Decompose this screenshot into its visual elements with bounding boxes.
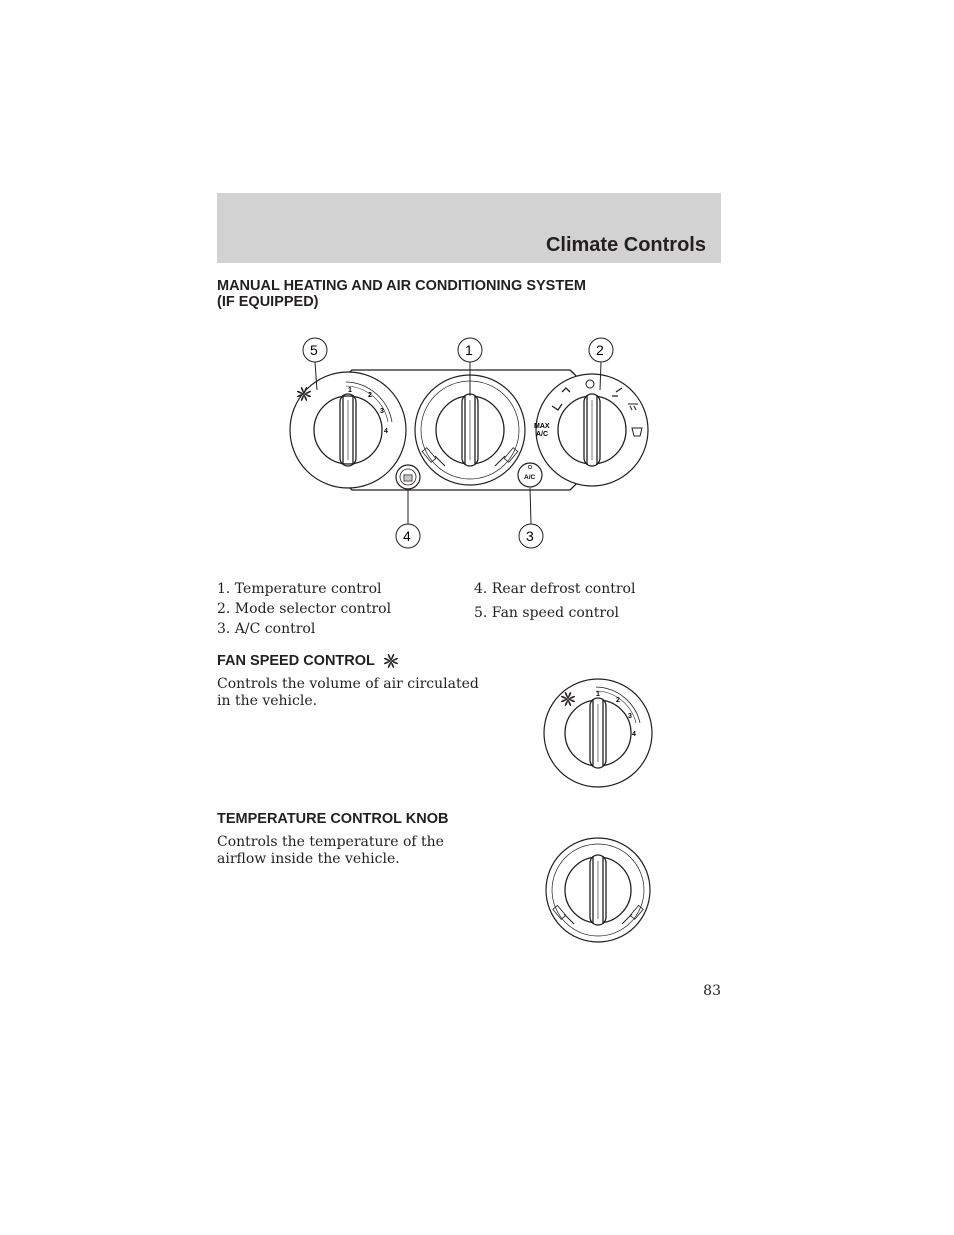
- fan-scale-1: 1: [348, 387, 352, 394]
- mode-selector-knob: [534, 374, 648, 486]
- fan-icon: [381, 651, 401, 671]
- callout-4: [396, 490, 420, 548]
- section-title-line1: MANUAL HEATING AND AIR CONDITIONING SYSTEM: [217, 278, 586, 294]
- callout-4-label: 4: [403, 528, 411, 544]
- ac-button: [518, 463, 542, 487]
- fan-speed-description-line1: Controls the volume of air circulated: [217, 676, 479, 692]
- legend-item-5: 5. Fan speed control: [474, 605, 620, 621]
- fan-speed-description-line2: in the vehicle.: [217, 693, 318, 709]
- temperature-description-line1: Controls the temperature of the: [217, 834, 444, 850]
- max-ac-label-line2: A/C: [536, 431, 549, 438]
- fan-speed-description: [217, 676, 479, 710]
- temperature-description: [217, 834, 444, 868]
- callout-3: [519, 488, 543, 548]
- fan-scale-2: 2: [368, 392, 372, 399]
- page-number: 83: [703, 983, 721, 999]
- fan-scale-2-small: 2: [616, 697, 620, 704]
- legend-item-1: 1. Temperature control: [217, 581, 382, 597]
- fan-scale-4: 4: [384, 428, 388, 435]
- climate-control-panel-diagram: [280, 330, 660, 555]
- fan-speed-knob: [290, 372, 406, 488]
- callout-2-label: 2: [596, 342, 604, 358]
- fan-scale-1-small: 1: [596, 691, 600, 698]
- callout-1-label: 1: [465, 342, 473, 358]
- callout-5-label: 5: [310, 342, 318, 358]
- temperature-heading: TEMPERATURE CONTROL KNOB: [217, 811, 449, 827]
- ac-button-label: A/C: [524, 474, 536, 481]
- fan-scale-4-small: 4: [632, 731, 636, 738]
- fan-scale-3: 3: [380, 408, 384, 415]
- legend-item-2: 2. Mode selector control: [217, 601, 392, 617]
- fan-speed-heading: FAN SPEED CONTROL: [217, 653, 375, 669]
- callout-3-label: 3: [526, 528, 534, 544]
- page-section-title: Climate Controls: [545, 234, 706, 256]
- header-band: [217, 193, 721, 263]
- fan-scale-3-small: 3: [628, 713, 632, 720]
- temperature-knob-illustration: [540, 836, 656, 948]
- fan-speed-knob-illustration: [540, 675, 660, 795]
- legend-item-3: 3. A/C control: [217, 621, 316, 637]
- max-ac-label-line1: MAX: [534, 423, 550, 430]
- legend-item-4: 4. Rear defrost control: [474, 581, 636, 597]
- temperature-description-line2: airflow inside the vehicle.: [217, 851, 400, 867]
- rear-defrost-button: [396, 465, 420, 489]
- section-title: [217, 278, 657, 310]
- section-title-line2: (IF EQUIPPED): [217, 294, 319, 310]
- fan-speed-heading-row: [217, 651, 401, 671]
